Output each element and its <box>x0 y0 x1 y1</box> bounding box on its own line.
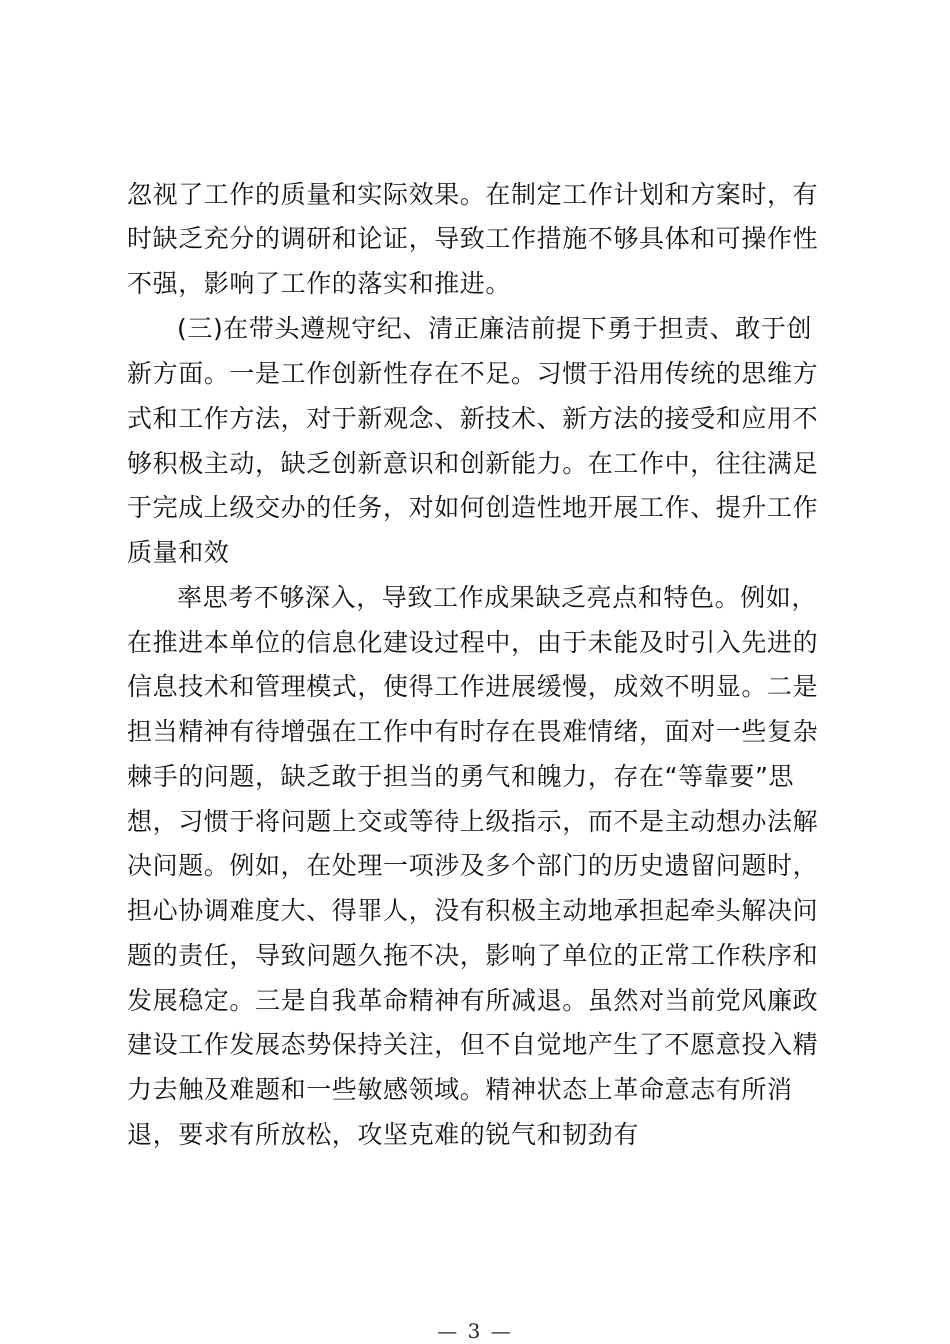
body-line-13: 担当精神有待增强在工作中有时存在畏难情绪，面对一些复杂 <box>127 717 819 746</box>
body-line-7: 够积极主动，缺乏创新意识和创新能力。在工作中，往往满足 <box>127 449 819 478</box>
page-number: — 3 — <box>437 1319 513 1343</box>
body-line-3: 不强，影响了工作的落实和推进。 <box>127 269 512 298</box>
paragraph-start-line: 率思考不够深入，导致工作成果缺乏亮点和特色。例如， <box>177 583 818 612</box>
body-line-8: 于完成上级交办的任务，对如何创造性地开展工作、提升工作 <box>127 493 819 522</box>
body-line-18: 题的责任，导致问题久拖不决，影响了单位的正常工作秩序和 <box>127 941 819 970</box>
body-line-22: 退，要求有所放松，攻坚克难的锐气和韧劲有 <box>127 1120 640 1149</box>
body-line-1: 忽视了工作的质量和实际效果。在制定工作计划和方案时，有 <box>127 180 819 209</box>
body-line-16: 决问题。例如，在处理一项涉及多个部门的历史遗留问题时， <box>127 851 819 880</box>
section-heading-line: (三)在带头遵规守纪、清正廉洁前提下勇于担责、敢于创 <box>177 314 813 343</box>
body-line-2: 时缺乏充分的调研和论证，导致工作措施不够具体和可操作性 <box>127 224 819 253</box>
body-line-20: 建设工作发展态势保持关注，但不自觉地产生了不愿意投入精 <box>127 1030 819 1059</box>
body-line-5: 新方面。一是工作创新性存在不足。习惯于沿用传统的思维方 <box>127 359 819 388</box>
body-line-19: 发展稳定。三是自我革命精神有所减退。虽然对当前党风廉政 <box>127 986 819 1015</box>
body-line-15: 想，习惯于将问题上交或等待上级指示，而不是主动想办法解 <box>127 807 819 836</box>
body-line-17: 担心协调难度大、得罪人，没有积极主动地承担起牵头解决问 <box>127 896 819 925</box>
body-line-11: 在推进本单位的信息化建设过程中，由于未能及时引入先进的 <box>127 628 819 657</box>
body-line-6: 式和工作方法，对于新观念、新技术、新方法的接受和应用不 <box>127 404 819 433</box>
body-line-9: 质量和效 <box>127 538 230 567</box>
body-line-21: 力去触及难题和一些敏感领域。精神状态上革命意志有所消 <box>127 1075 793 1104</box>
body-line-12: 信息技术和管理模式，使得工作进展缓慢，成效不明显。二是 <box>127 672 819 701</box>
body-line-14: 棘手的问题，缺乏敢于担当的勇气和魄力，存在“等靠要”思 <box>127 762 795 791</box>
